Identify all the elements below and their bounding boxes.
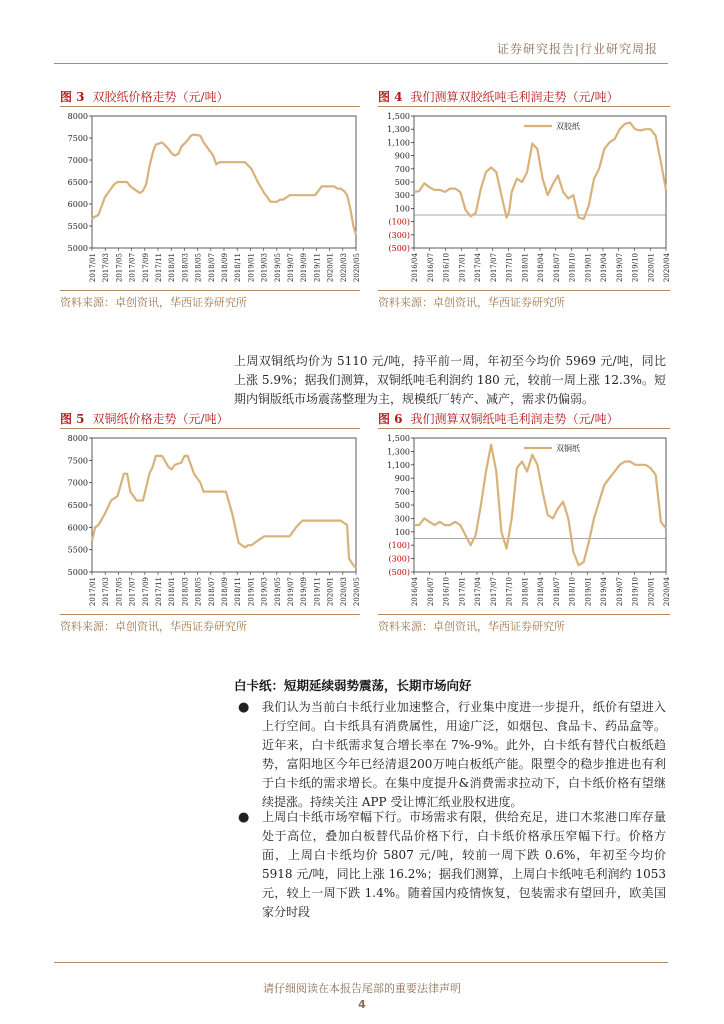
y-tick-label: (300) [388,230,410,240]
y-tick-label: (100) [388,541,410,551]
figure-5-bottom-rule [60,614,360,615]
figure-4-caption: 我们测算双胶纸吨毛利润走势（元/吨） [410,90,619,104]
x-tick-label: 2017/07 [489,253,498,283]
x-tick-label: 2019/01 [584,577,593,607]
y-tick-label: 5000 [67,568,88,577]
legal-disclaimer: 请仔细阅读在本报告尾部的重要法律声明 [263,982,461,995]
y-tick-label: 100 [394,204,410,214]
figure-3-label: 图 3 [60,90,85,104]
y-tick-label: 8000 [67,112,88,121]
figure-4-label: 图 4 [378,90,403,104]
y-tick-label: 5500 [67,545,88,555]
x-tick-label: 2017/03 [102,253,111,283]
x-tick-label: 2019/01 [247,253,256,283]
chart-figure-5 [60,430,360,612]
figure-4-source: 资料来源：卓创资讯，华西证券研究所 [378,296,565,309]
x-tick-label: 2017/11 [155,577,163,607]
figure-4-title [378,88,619,105]
y-tick-label: (100) [388,217,410,227]
figure-6-source: 资料来源：卓创资讯，华西证券研究所 [378,620,565,633]
figure-3-bottom-rule [60,290,360,291]
x-tick-label: 2019/09 [300,253,309,283]
x-tick-label: 2020/01 [326,253,335,283]
y-tick-label: 500 [394,178,410,187]
series-line-双铜纸 [92,456,356,568]
x-tick-label: 2018/01 [168,577,177,607]
x-tick-label: 2020/05 [353,253,361,283]
x-tick-label: 2019/04 [600,577,608,607]
x-tick-label: 2016/07 [426,253,435,283]
x-tick-label: 2017/07 [489,577,498,607]
y-tick-label: 1,500 [387,112,410,121]
x-tick-label: 2018/09 [221,253,229,283]
y-tick-label: 6500 [67,178,88,187]
x-tick-label: 2019/11 [313,577,322,607]
x-tick-label: 2017/03 [102,577,111,607]
y-tick-label: 700 [394,164,410,174]
y-tick-label: (500) [388,244,410,253]
chart-figure-4 [378,108,670,288]
x-tick-label: 2019/04 [600,253,608,283]
y-tick-label: 8000 [67,434,88,443]
figure-5-title [60,410,229,427]
bullet-2-marker: ● [238,810,250,825]
x-tick-label: 2018/05 [194,577,203,607]
x-tick-label: 2016/10 [442,577,451,607]
y-tick-label: 6500 [67,501,88,510]
y-tick-label: 100 [394,527,410,537]
x-tick-label: 2017/09 [141,577,150,607]
y-tick-label: 300 [394,514,410,524]
figure-6-rule [378,428,670,429]
y-tick-label: 1,100 [387,138,410,148]
figure-6-title [378,410,619,427]
chart-figure-6 [378,430,670,612]
y-tick-label: 1,300 [387,447,410,457]
y-tick-label: 1,500 [387,434,410,443]
header-divider [54,63,668,64]
y-tick-label: (300) [388,554,410,564]
x-tick-label: 2018/07 [552,577,561,607]
x-tick-label: 2018/11 [234,577,243,607]
x-tick-label: 2017/11 [155,253,163,283]
x-tick-label: 2017/05 [115,577,124,607]
bullet-2-text: 上周白卡纸市场窄幅下行。市场需求有限，供给充足，进口木浆港口库存量处于高位，叠加白板替代品价格下行，白卡纸价格承压窄幅下行。价格方面，上周白卡纸均价 5807 元/吨，较前一周下跌 0.6%，年初至今均价 5918 元/吨，同比上涨 16.2%；据我们测算，上周白卡纸吨毛利润约 1053 元，较上一周下跌 1.4%。随着国内疫情恢复，包装需求有望回升，欧美国家分时段 [262,810,666,919]
x-tick-label: 2018/05 [194,253,203,283]
figure-3-title [60,88,229,105]
y-tick-label: 6000 [67,200,88,209]
x-tick-label: 2017/01 [458,253,467,283]
x-tick-label: 2019/01 [247,577,256,607]
x-tick-label: 2018/04 [537,577,545,607]
y-tick-label: 5000 [67,244,88,253]
y-tick-label: 700 [394,487,410,497]
x-tick-label: 2016/04 [411,253,419,283]
bullet-1-text: 我们认为当前白卡纸行业加速整合，行业集中度进一步提升，纸价有望进入上行空间。白卡纸具有消费属性，用途广泛，如烟包、食品卡、药品盒等。近年来，白卡纸需求复合增长率在 7%-9%。此外，白卡纸有替代白板纸趋势，富阳地区今年已经清退200万吨白板纸产能。限塑令的稳步推进也有利于白卡纸的需求增长。在集中度提升&消费需求拉动下，白卡纸价格有望继续提涨。持续关注 APP 受让博汇纸业股权进度。 [262,700,666,809]
x-tick-label: 2016/07 [426,577,435,607]
figure-4-bottom-rule [378,290,670,291]
x-tick-label: 2019/10 [631,577,640,607]
x-tick-label: 2017/10 [505,577,514,607]
x-tick-label: 2020/01 [647,577,656,607]
x-tick-label: 2018/03 [181,577,190,607]
x-tick-label: 2019/11 [313,253,322,283]
x-tick-label: 2017/01 [458,577,467,607]
figure-5-label: 图 5 [60,412,85,426]
footer-divider [54,962,668,963]
x-tick-label: 2017/04 [474,253,482,283]
bullet-1-marker: ● [238,700,250,715]
x-tick-label: 2019/07 [287,577,295,607]
x-tick-label: 2019/07 [615,253,624,283]
figure-6-caption: 我们测算双铜纸吨毛利润走势（元/吨） [410,412,619,426]
x-tick-label: 2016/04 [411,577,419,607]
x-tick-label: 2017/07 [128,253,137,283]
x-tick-label: 2017/10 [505,253,514,283]
legend-label: 双铜纸 [556,444,580,453]
chart-figure-3 [60,108,360,288]
x-tick-label: 2017/09 [141,253,150,283]
x-tick-label: 2019/05 [273,577,282,607]
y-tick-label: 5500 [67,222,88,231]
y-tick-label: 7000 [67,478,88,488]
x-tick-label: 2019/03 [260,577,269,607]
figure-3-source: 资料来源：卓创资讯，华西证券研究所 [60,296,247,309]
x-tick-label: 2020/05 [353,577,361,607]
y-tick-label: 7500 [67,134,88,143]
y-tick-label: 6000 [67,523,88,533]
x-tick-label: 2018/10 [568,577,577,607]
paragraph-coated-paper: 上周双铜纸均价为 5110 元/吨，持平前一周，年初至今均价 5969 元/吨，同比上涨 5.9%；据我们测算，双铜纸吨毛利润约 180 元，较前一周上涨 12.3%。短期内铜版纸市场震荡整理为主，规模纸厂转产、减产，需求仍偏弱。 [234,354,666,406]
x-tick-label: 2017/01 [89,577,97,607]
x-tick-label: 2017/07 [128,577,137,607]
x-tick-label: 2020/01 [326,577,335,607]
x-tick-label: 2020/01 [647,253,656,283]
series-line-双胶纸 [92,135,356,235]
x-tick-label: 2018/07 [207,577,216,607]
figure-5-caption: 双铜纸价格走势（元/吨） [92,412,229,426]
figure-6-label: 图 6 [378,412,403,426]
x-tick-label: 2018/11 [234,253,243,283]
x-tick-label: 2019/01 [584,253,593,283]
y-tick-label: 1,100 [387,460,410,470]
x-tick-label: 2018/09 [221,577,229,607]
x-tick-label: 2018/07 [552,253,561,283]
figure-3-caption: 双胶纸价格走势（元/吨） [92,90,229,104]
series-line-双胶纸 [414,123,666,219]
legend-label: 双胶纸 [556,122,580,131]
y-tick-label: 300 [394,191,410,201]
x-tick-label: 2019/05 [273,253,282,283]
x-tick-label: 2018/07 [207,253,216,283]
figure-4-rule [378,106,670,107]
series-line-双铜纸 [414,445,666,566]
x-tick-label: 2020/04 [663,577,671,607]
plot-frame [414,116,666,248]
y-tick-label: (500) [388,568,410,577]
x-tick-label: 2018/10 [568,253,577,283]
x-tick-label: 2018/03 [181,253,190,283]
x-tick-label: 2016/10 [442,253,451,283]
x-tick-label: 2017/01 [89,253,97,283]
y-tick-label: 900 [394,474,410,484]
y-tick-label: 7000 [67,156,88,165]
section-title-whiteboard: 白卡纸：短期延续弱势震荡，长期市场向好 [234,678,472,693]
x-tick-label: 2019/07 [615,577,624,607]
y-tick-label: 1,300 [387,125,410,135]
report-header: 证券研究报告|行业研究周报 [496,42,658,56]
figure-6-bottom-rule [378,614,670,615]
x-tick-label: 2018/04 [537,253,545,283]
x-tick-label: 2019/03 [260,253,269,283]
figure-3-rule [60,106,360,107]
y-tick-label: 900 [394,151,410,161]
x-tick-label: 2018/01 [168,253,177,283]
x-tick-label: 2018/01 [521,253,530,283]
x-tick-label: 2017/05 [115,253,124,283]
plot-frame [414,438,666,572]
x-tick-label: 2019/07 [287,253,295,283]
x-tick-label: 2020/03 [339,577,348,607]
plot-frame [92,438,356,572]
x-tick-label: 2020/03 [339,253,348,283]
x-tick-label: 2020/04 [663,253,671,283]
y-tick-label: 500 [394,501,410,510]
x-tick-label: 2019/10 [631,253,640,283]
x-tick-label: 2018/01 [521,577,530,607]
figure-5-rule [60,428,360,429]
x-tick-label: 2019/09 [300,577,309,607]
plot-frame [92,116,356,248]
page-number: 4 [358,998,366,1011]
y-tick-label: 7500 [67,456,88,466]
x-tick-label: 2017/04 [474,577,482,607]
figure-5-source: 资料来源：卓创资讯，华西证券研究所 [60,620,247,633]
